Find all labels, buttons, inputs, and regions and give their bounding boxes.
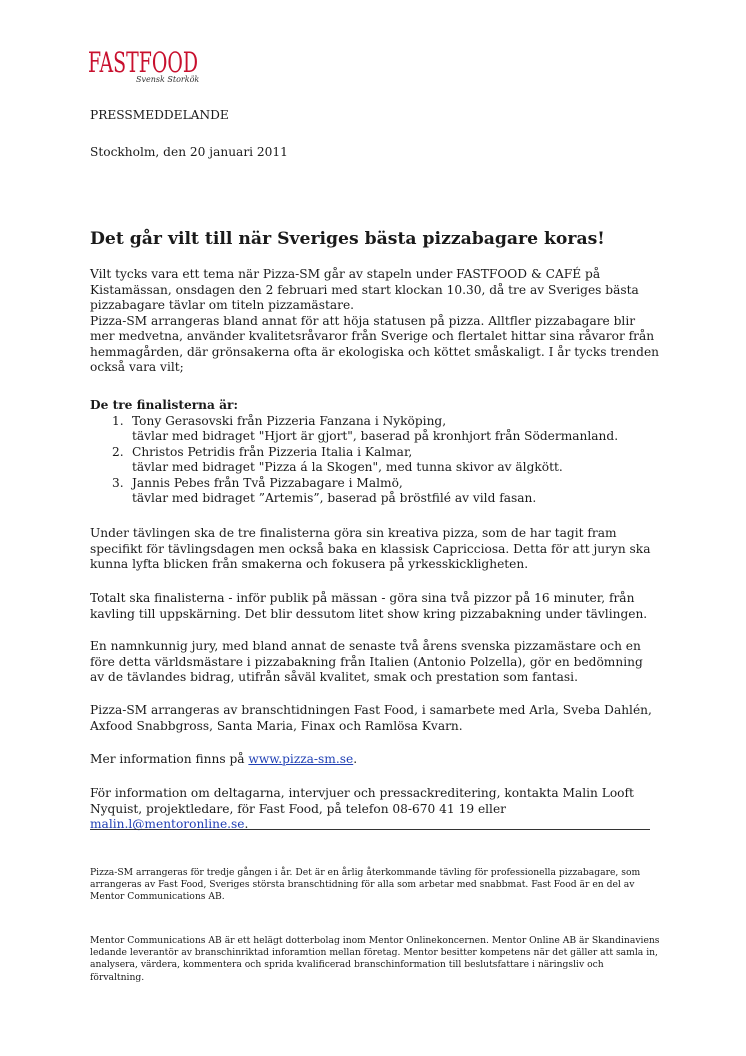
fastfood-logo <box>88 42 218 88</box>
body-paragraph-competition: Under tävlingen ska de tre finalisterna göra sin kreativa pizza, som de har tagit fram specifikt för tävlingsdagen men också baka en klassisk Capricciosa. Detta för att juryn ska kunna lyfta blicken från smakerna och fokusera på yrkesskickligheten. <box>90 526 651 571</box>
contact-suffix: . <box>244 817 249 831</box>
list-item-number: 2. <box>112 444 124 459</box>
finalist-name: Christos Petridis från Pizzeria Italia i Kalmar, <box>132 444 413 459</box>
finalist-entry: tävlar med bidraget "Hjort är gjort", baserad på kronhjort från Södermanland. <box>132 429 619 443</box>
finalist-entry: tävlar med bidraget ”Artemis”, baserad på bröstfilé av vild fasan. <box>132 491 537 505</box>
logo-wordmark: FASTFOOD <box>88 46 198 79</box>
finalist-entry: tävlar med bidraget "Pizza á la Skogen", med tunna skivor av älgkött. <box>132 460 563 474</box>
pizza-sm-link[interactable]: www.pizza-sm.se <box>248 752 354 766</box>
body-paragraph-sponsors: Pizza-SM arrangeras av branschtidningen Fast Food, i samarbete med Arla, Sveba Dahlén, Axfood Snabbgross, Santa Maria, Finax och Ramlösa Kvarn. <box>90 703 652 733</box>
more-info-suffix: . <box>353 752 358 766</box>
dateline: Stockholm, den 20 januari 2011 <box>90 145 288 159</box>
list-item <box>90 445 660 476</box>
intro-section <box>90 267 660 376</box>
contact-text: För information om deltagarna, intervjuer och pressackreditering, kontakta Malin Looft Nyquist, projektledare, för Fast Food, på telefon 08-670 41 19 eller <box>90 786 634 816</box>
list-item <box>90 476 660 507</box>
headline: Det går vilt till när Sveriges bästa pizzabagare koras! <box>90 229 605 249</box>
list-item <box>90 414 660 445</box>
finalist-name: Tony Gerasovski från Pizzeria Fanzana i Nyköping, <box>132 413 447 428</box>
footer-about-pizza-sm: Pizza-SM arrangeras för tredje gången i år. Det är en årlig återkommande tävling för professionella pizzabagare, som arrangeras av Fast Food, Sveriges största branschtidning för alla som arbetar med snabbmat. Fast Food är en del av Mentor Communications AB. <box>90 867 641 903</box>
document-type-label: PRESSMEDDELANDE <box>90 108 229 122</box>
more-info-text: Mer information finns på <box>90 752 249 766</box>
finalists-list <box>90 414 660 507</box>
body-paragraph-timing: Totalt ska finalisterna - inför publik på mässan - göra sina två pizzor på 16 minuter, från kavling till uppskärning. Det blir dessutom litet show kring pizzabakning under tävlingen. <box>90 591 648 621</box>
more-info-line <box>90 752 660 768</box>
logo-tagline: Svensk Storkök <box>136 75 200 84</box>
finalists-heading: De tre finalisterna är: <box>90 398 238 412</box>
contact-email-link[interactable]: malin.l@mentoronline.se <box>90 817 245 831</box>
list-item-number: 3. <box>112 475 124 490</box>
list-item-number: 1. <box>112 413 124 428</box>
finalists-section <box>90 398 660 507</box>
footer-about-mentor: Mentor Communications AB är ett helägt dotterbolag inom Mentor Onlinekoncernen. Mentor Online AB är Skandinaviens ledande leverantör av branschinriktad inforamtion mellan företag. Mentor besitter kompetens när det gäller att samla in, analysera, värdera, kommentera och sprida kvalificerad branschinformation till beslutsfattare i näringsliv och förvaltning. <box>90 935 660 983</box>
intro-paragraph-1: Vilt tycks vara ett tema när Pizza-SM går av stapeln under FASTFOOD & CAFÉ på Kistamässan, onsdagen den 2 februari med start klockan 10.30, då tre av Sveriges bästa pizzabagare tävlar om titeln pizzamästare. <box>90 267 639 312</box>
finalist-name: Jannis Pebes från Två Pizzabagare i Malmö, <box>132 475 403 490</box>
intro-paragraph-2: Pizza-SM arrangeras bland annat för att höja statusen på pizza. Alltfler pizzabagare blir mer medvetna, använder kvalitetsråvaror från Sverige och flertalet hittar sina råvaror från hemmagården, där grönsakerna ofta är ekologiska och köttet småskaligt. I år tycks trenden också vara vilt; <box>90 313 660 374</box>
divider-line <box>90 829 650 830</box>
body-paragraph-jury: En namnkunnig jury, med bland annat de senaste två årens svenska pizzamästare och en före detta världsmästare i pizzabakning från Italien (Antonio Polzella), gör en bedömning av de tävlandes bidrag, utifrån såväl kvalitet, smak och prestation som fantasi. <box>90 639 643 684</box>
contact-paragraph <box>90 786 660 833</box>
